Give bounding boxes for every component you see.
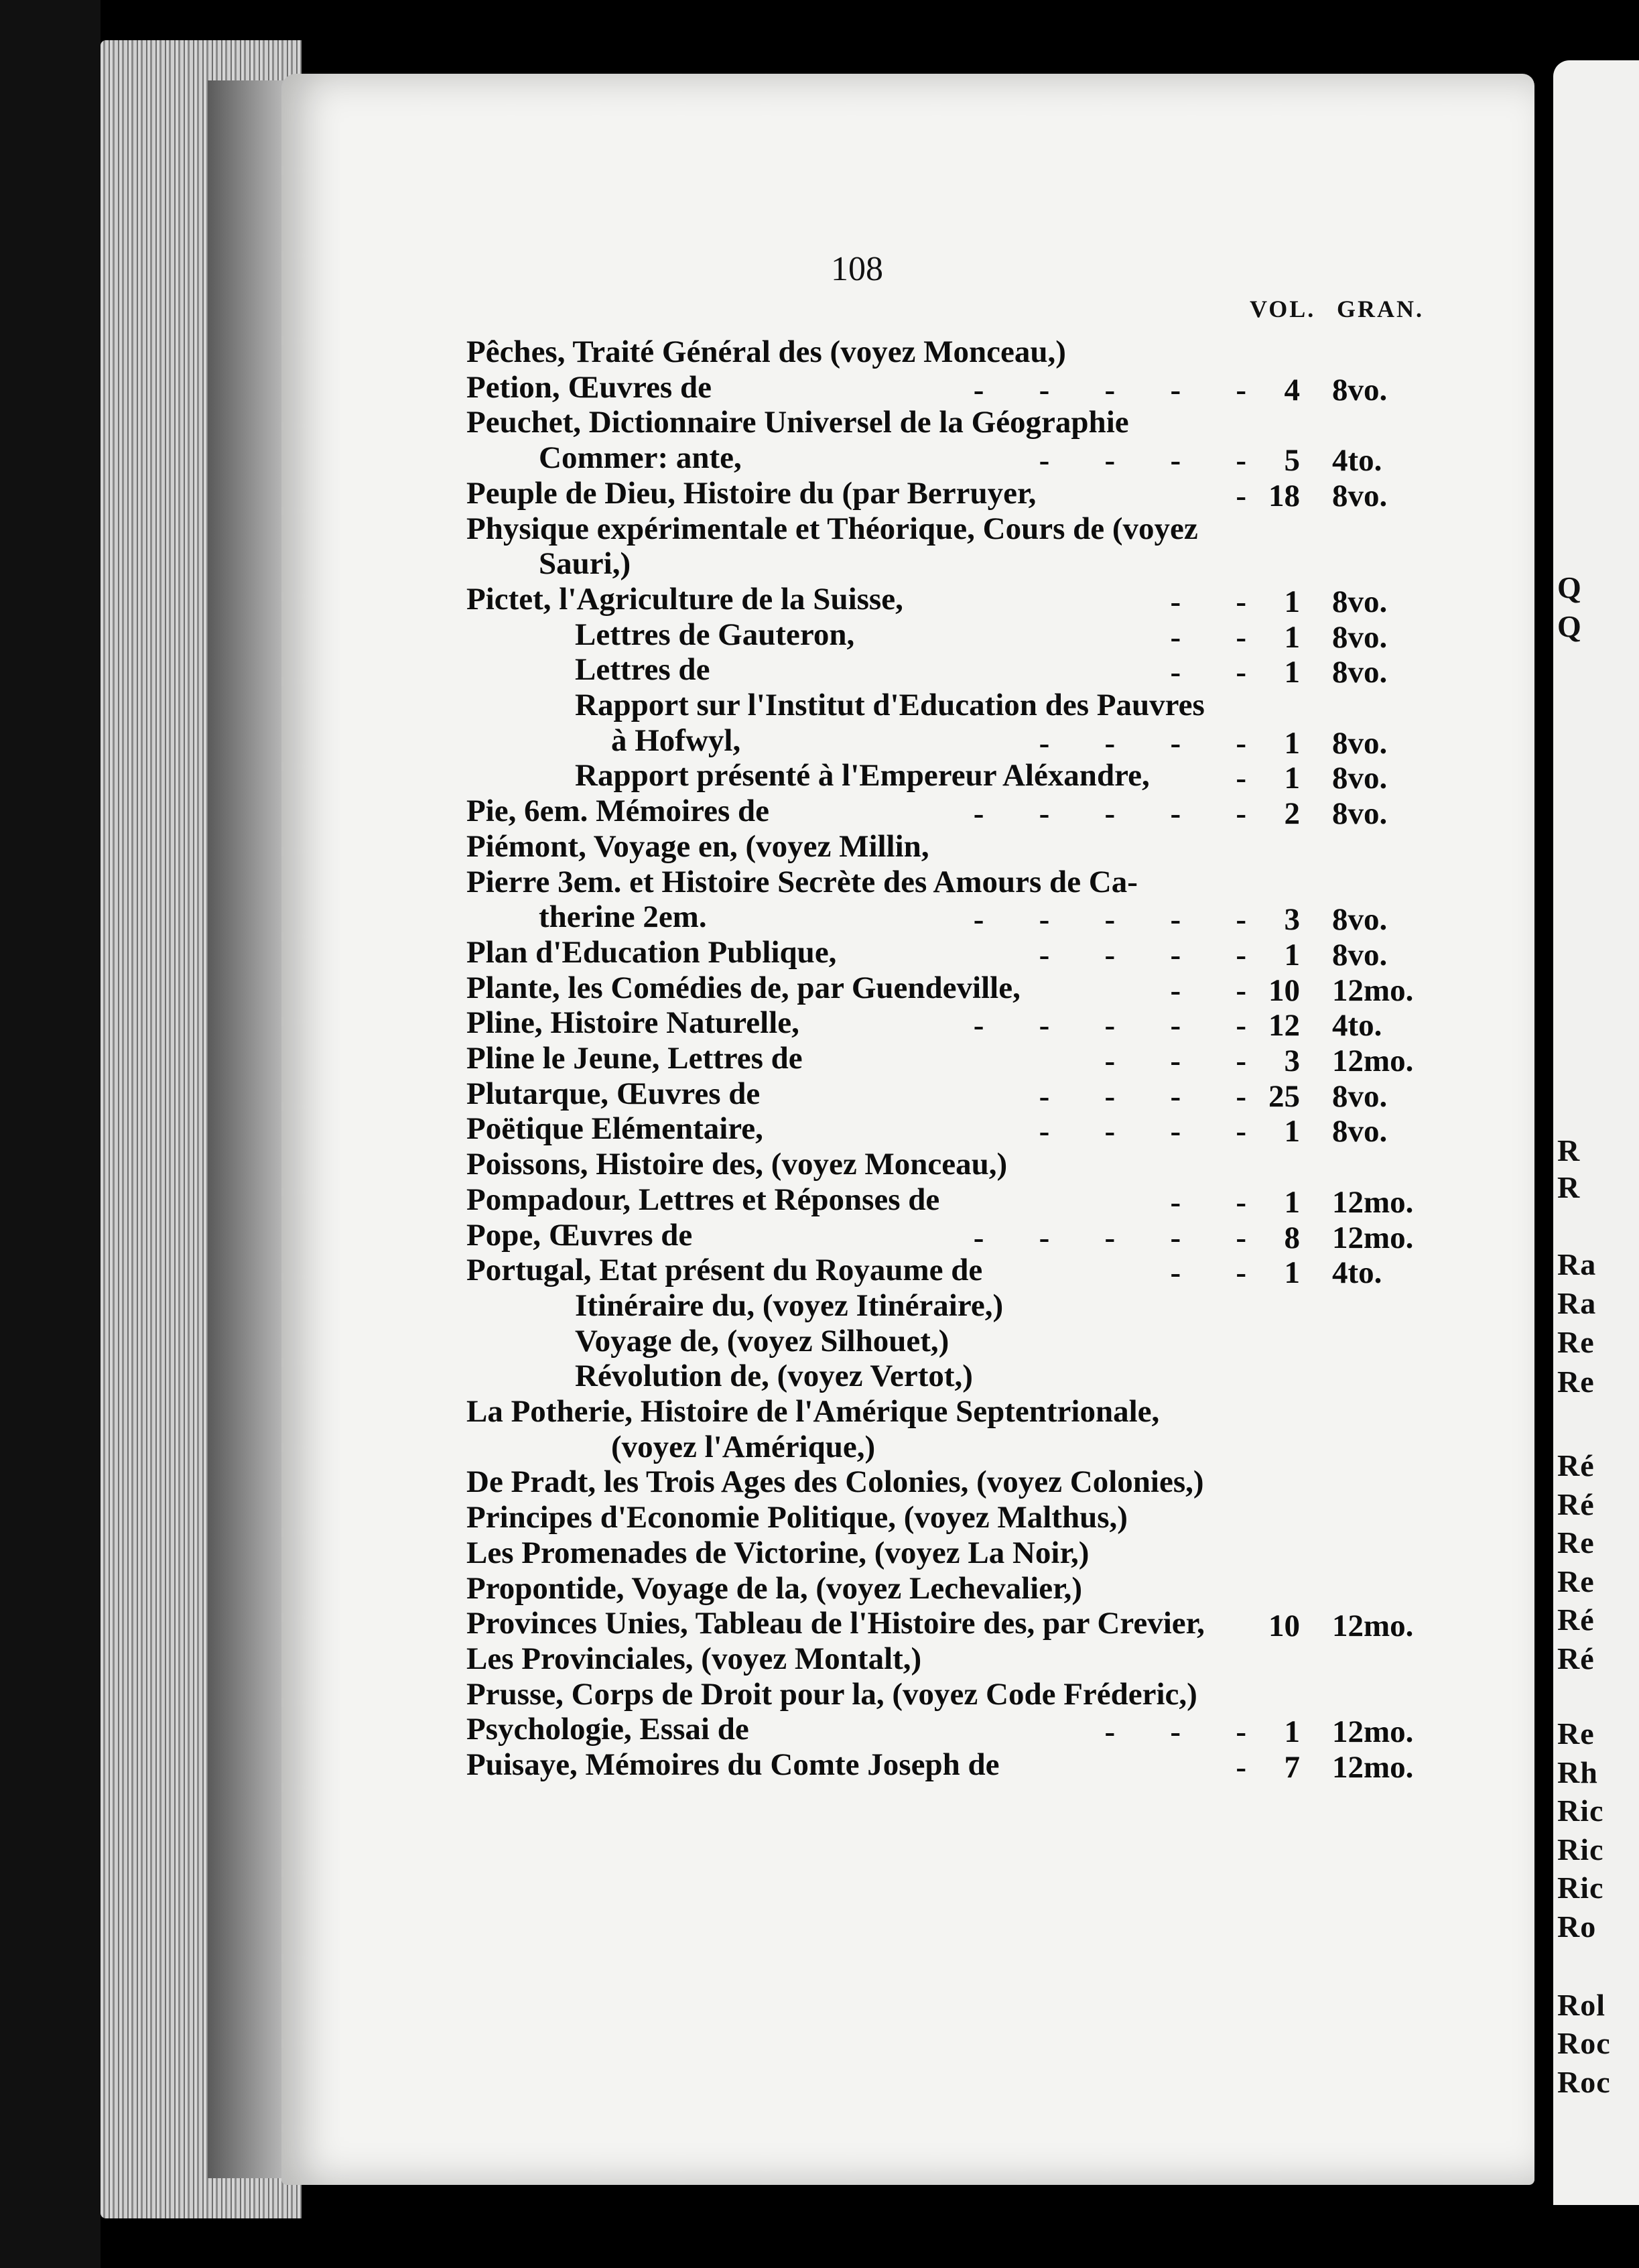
entry-volumes: 1	[1284, 937, 1300, 972]
entry-title: Sauri,)	[539, 546, 631, 582]
leader-dashes: - - - - -	[973, 372, 1246, 407]
leader-dashes: - - -	[1104, 1044, 1246, 1078]
entry-title: La Potherie, Histoire de l'Amérique Septentrionale,	[466, 1394, 1160, 1429]
entry-title: Peuchet, Dictionnaire Universel de la Géographie	[466, 405, 1129, 440]
entry-title: Poëtique Elémentaire,	[466, 1111, 763, 1147]
column-header-vol: VOL.	[1250, 296, 1316, 322]
entry-title: à Hofwyl,	[611, 722, 741, 758]
entry-title: Lettres de	[575, 652, 710, 688]
entry-volumes: 8	[1284, 1220, 1300, 1255]
entry-volumes: 10	[1268, 972, 1300, 1008]
entry-volumes: 1	[1284, 584, 1300, 619]
facing-page-fragment-text: Q	[1557, 570, 1582, 605]
facing-page-fragment-text: R	[1557, 1170, 1581, 1204]
entry-title: Principes d'Economie Politique, (voyez Malthus,)	[466, 1500, 1128, 1535]
leader-dashes: - - - - -	[973, 796, 1246, 832]
entry-volumes: 1	[1284, 1114, 1300, 1149]
entry-title: Commer: ante,	[539, 440, 742, 476]
facing-page-fragment-text: Rol	[1557, 1988, 1605, 2022]
entry-format: 8vo.	[1332, 619, 1388, 655]
entry-volumes: 3	[1284, 902, 1300, 938]
entry-title: Peuple de Dieu, Histoire du (par Berruyer,	[466, 475, 1037, 511]
entry-title: Lettres de Gauteron,	[575, 617, 855, 652]
leader-dashes: - -	[1170, 1255, 1246, 1291]
leader-dashes: -	[1236, 1750, 1246, 1785]
entry-volumes: 3	[1284, 1044, 1300, 1078]
entry-title: Les Provinciales, (voyez Montalt,)	[466, 1641, 922, 1676]
entry-title: Puisaye, Mémoires du Comte Joseph de	[466, 1747, 1000, 1782]
entry-format: 8vo.	[1332, 725, 1388, 761]
facing-page-fragment-text: Roc	[1557, 2026, 1611, 2060]
entry-format: 4to.	[1332, 1008, 1382, 1044]
entry-format: 8vo.	[1332, 902, 1388, 938]
facing-page-fragment-text: Roc	[1557, 2065, 1611, 2099]
leader-dashes: - -	[1170, 584, 1246, 619]
entry-volumes: 2	[1284, 796, 1300, 832]
entry-format: 8vo.	[1332, 372, 1388, 407]
entry-title: De Pradt, les Trois Ages des Colonies, (voyez Colonies,)	[466, 1464, 1204, 1500]
entry-format: 8vo.	[1332, 478, 1388, 513]
entry-title: Physique expérimentale et Théorique, Cours de (voyez	[466, 511, 1198, 546]
leader-dashes: - - -	[1104, 1714, 1246, 1750]
entry-volumes: 7	[1284, 1750, 1300, 1785]
entry-volumes: 1	[1284, 1714, 1300, 1750]
leader-dashes: - - - - -	[973, 1220, 1246, 1255]
entry-format: 8vo.	[1332, 584, 1388, 619]
entry-format: 8vo.	[1332, 761, 1388, 796]
entry-title: Plutarque, Œuvres de	[466, 1076, 761, 1111]
facing-page-fragment-text: Ré	[1557, 1602, 1595, 1637]
leader-dashes: -	[1236, 761, 1246, 796]
entry-title: Plante, les Comédies de, par Guendeville,	[466, 970, 1021, 1005]
entry-volumes: 4	[1284, 372, 1300, 407]
entry-format: 12mo.	[1332, 1220, 1414, 1255]
entry-title: Poissons, Histoire des, (voyez Monceau,)	[466, 1147, 1008, 1182]
entry-title: Pompadour, Lettres et Réponses de	[466, 1182, 940, 1217]
entry-volumes: 18	[1268, 478, 1300, 513]
leader-dashes: - - - - -	[973, 1008, 1246, 1044]
leader-dashes: - -	[1170, 1184, 1246, 1220]
facing-page-fragment-text: Ro	[1557, 1909, 1597, 1944]
facing-page-fragment-text: Re	[1557, 1525, 1595, 1560]
facing-page-fragment-text: R	[1557, 1133, 1581, 1168]
entry-title: Pictet, l'Agriculture de la Suisse,	[466, 581, 903, 617]
facing-page-fragment-text: Q	[1557, 609, 1582, 643]
entry-volumes: 1	[1284, 1255, 1300, 1291]
entry-format: 12mo.	[1332, 1044, 1414, 1078]
leader-dashes: - - - -	[1039, 725, 1246, 761]
scan-left-edge	[0, 0, 101, 2268]
entry-format: 8vo.	[1332, 1114, 1388, 1149]
leader-dashes: - - - -	[1039, 443, 1246, 479]
page-number: 108	[831, 250, 883, 288]
facing-page-fragment-text: Ric	[1557, 1871, 1604, 1905]
entry-title: Pope, Œuvres de	[466, 1217, 693, 1253]
entry-title: Piémont, Voyage en, (voyez Millin,	[466, 828, 929, 864]
entry-title: Itinéraire du, (voyez Itinéraire,)	[575, 1287, 1004, 1323]
facing-page-fragment-text: Ric	[1557, 1793, 1604, 1828]
entry-format: 12mo.	[1332, 1750, 1414, 1785]
entry-title: therine 2em.	[539, 899, 707, 935]
facing-page-fragment-text: Ré	[1557, 1641, 1595, 1676]
leader-dashes: -	[1236, 478, 1246, 513]
leader-dashes: - - - -	[1039, 1114, 1246, 1149]
entry-title: Rapport sur l'Institut d'Education des Pauvres	[575, 688, 1205, 722]
entry-volumes: 10	[1268, 1609, 1300, 1644]
entry-title: Psychologie, Essai de	[466, 1712, 749, 1747]
entry-title: Propontide, Voyage de la, (voyez Lechevalier,)	[466, 1570, 1083, 1606]
facing-page-fragment	[1553, 60, 1639, 2205]
entry-volumes: 5	[1284, 443, 1300, 479]
entry-format: 8vo.	[1332, 655, 1388, 690]
entry-volumes: 12	[1268, 1008, 1300, 1044]
entry-format: 8vo.	[1332, 1078, 1388, 1114]
entry-format: 4to.	[1332, 1255, 1382, 1291]
facing-page-fragment-text: Re	[1557, 1325, 1595, 1359]
entry-format: 12mo.	[1332, 1184, 1414, 1220]
entry-volumes: 1	[1284, 619, 1300, 655]
leader-dashes: - -	[1170, 655, 1246, 690]
facing-page-fragment-text: Ric	[1557, 1832, 1604, 1867]
entry-title: Pêches, Traité Général des (voyez Monceau,)	[466, 334, 1066, 369]
leader-dashes: - - - - -	[973, 902, 1246, 938]
entry-title: Petion, Œuvres de	[466, 369, 712, 405]
entry-format: 12mo.	[1332, 1609, 1414, 1644]
facing-page-fragment-text: Rh	[1557, 1755, 1598, 1789]
entry-title: Pie, 6em. Mémoires de	[466, 794, 769, 829]
leader-dashes: - -	[1170, 972, 1246, 1008]
entry-title: Pline le Jeune, Lettres de	[466, 1041, 803, 1076]
leader-dashes: - - - -	[1039, 1078, 1246, 1114]
facing-page-fragment-text: Ré	[1557, 1448, 1595, 1483]
entry-format: 4to.	[1332, 443, 1382, 479]
entry-format: 8vo.	[1332, 796, 1388, 832]
entry-volumes: 25	[1268, 1078, 1300, 1114]
entry-volumes: 1	[1284, 725, 1300, 761]
leader-dashes: - - - -	[1039, 937, 1246, 972]
entry-title: Voyage de, (voyez Silhouet,)	[575, 1323, 949, 1359]
leader-dashes: - -	[1170, 619, 1246, 655]
entry-volumes: 1	[1284, 1184, 1300, 1220]
page-gutter-shadow	[208, 80, 288, 2178]
entry-format: 8vo.	[1332, 937, 1388, 972]
facing-page-fragment-text: Ré	[1557, 1487, 1595, 1521]
entry-title: Révolution de, (voyez Vertot,)	[575, 1359, 973, 1394]
facing-page-fragment-text: Re	[1557, 1365, 1595, 1399]
entry-title: Plan d'Education Publique,	[466, 934, 837, 970]
entry-title: Pierre 3em. et Histoire Secrète des Amours de Ca-	[466, 864, 1138, 899]
entry-title: Les Promenades de Victorine, (voyez La Noir,)	[466, 1535, 1090, 1570]
entry-title: Provinces Unies, Tableau de l'Histoire des, par Crevier,	[466, 1606, 1205, 1641]
entry-title: (voyez l'Amérique,)	[611, 1429, 876, 1464]
entry-volumes: 1	[1284, 655, 1300, 690]
facing-page-fragment-text: Re	[1557, 1716, 1595, 1751]
entry-volumes: 1	[1284, 761, 1300, 796]
entry-title: Pline, Histoire Naturelle,	[466, 1005, 799, 1041]
facing-page-fragment-text: Ra	[1557, 1286, 1597, 1320]
facing-page-fragment-text: Re	[1557, 1564, 1595, 1598]
facing-page-fragment-text: Ra	[1557, 1247, 1597, 1281]
book-page	[281, 74, 1534, 2185]
entry-format: 12mo.	[1332, 1714, 1414, 1750]
entry-title: Prusse, Corps de Droit pour la, (voyez Code Fréderic,)	[466, 1676, 1197, 1712]
column-header-gran: GRAN.	[1337, 296, 1424, 322]
entry-title: Rapport présenté à l'Empereur Aléxandre,	[575, 758, 1150, 794]
entry-format: 12mo.	[1332, 972, 1414, 1008]
entry-title: Portugal, Etat présent du Royaume de	[466, 1253, 983, 1288]
